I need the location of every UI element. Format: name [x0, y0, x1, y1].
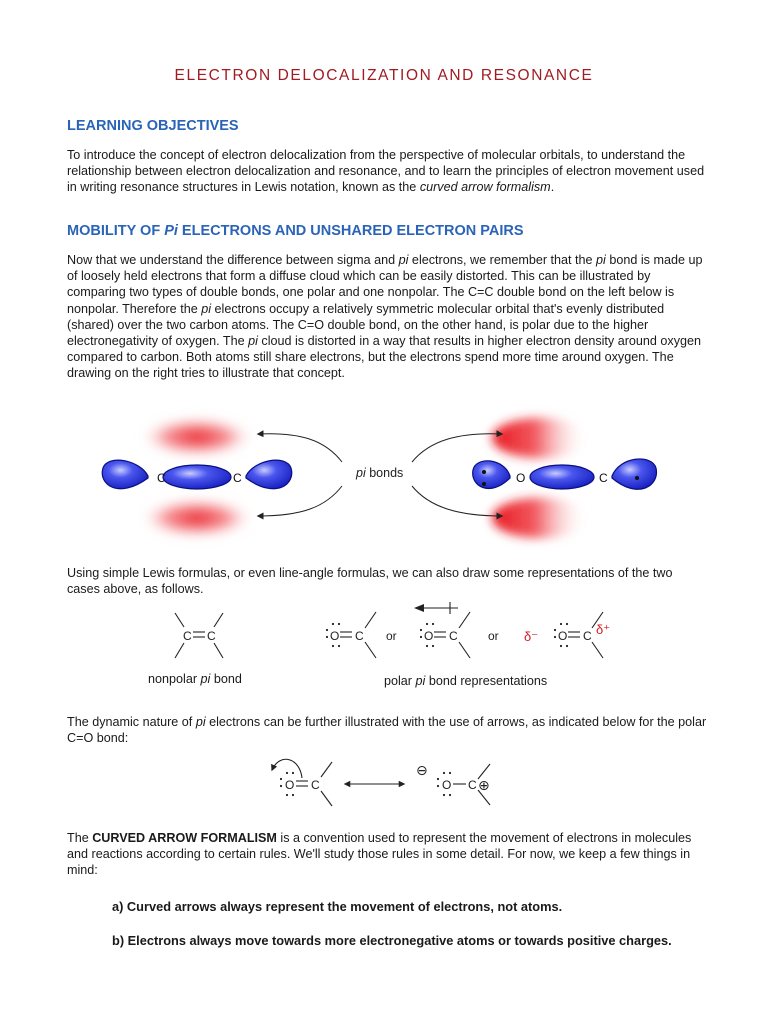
atom-label-c: C — [207, 629, 216, 643]
resonance-figure — [0, 745, 768, 815]
mobility-text: electrons occupy a relatively symmetric molecular orbital that's evenly distributed (shared) over the two carbon atoms. The C=O double bond, on the other hand, is polar due to the higher electronegativity of oxygen. The — [67, 301, 665, 349]
objectives-text-part: To introduce the concept of electron delocalization from the perspective of molecular orbitals, to understand the relationship between electron delocalization and resonance, and to learn the principles of electron movement used in writing resonance structures in Lewis notation, known as the — [67, 148, 705, 195]
atom-label-o: O — [424, 629, 434, 643]
or-label: or — [386, 629, 397, 643]
atom-label-c: C — [183, 629, 192, 643]
lone-pair-lobe-icon — [612, 459, 656, 489]
lewis-intro-text: Using simple Lewis formulas, or even line-angle formulas, we can also draw some representations of the two cases above, as follows. — [67, 566, 673, 597]
distorted-pi-cloud-bottom — [492, 498, 588, 538]
sp2-lobe-icon — [102, 460, 148, 489]
nonpolar-pi-bond-caption: nonpolar pi bond — [148, 672, 242, 686]
polar-orbital-drawing — [473, 418, 657, 538]
mobility-heading-end: ELECTRONS AND UNSHARED ELECTRON PAIRS — [177, 223, 524, 239]
sp2-lobe-icon — [246, 460, 292, 489]
pi-term: pi — [248, 334, 258, 349]
arrow-to-right-cloud-top — [412, 434, 502, 462]
atom-label-c: C — [583, 629, 592, 643]
negative-charge-icon: ⊖ — [416, 762, 428, 778]
pi-cloud-top — [139, 415, 255, 459]
pi-cloud-bottom — [139, 496, 255, 540]
atom-label-o: O — [516, 471, 526, 485]
dynamic-nature-text: The dynamic nature of pi electrons can be further illustrated with the use of arrows, as indicated below for the polar C=O bond: — [67, 715, 707, 746]
arrow-to-right-cloud-bottom — [412, 486, 502, 516]
rule-b: b) Electrons always move towards more electronegative atoms or towards positive charges. — [112, 933, 672, 948]
mobility-text: bond is made up of loosely held electrons that form a diffuse cloud which can be easily distorted. This can be illustrated by comparing two types of double bonds, one polar and one nonpolar. The C=C double bond on the left below is nonpolar. Therefore the — [67, 253, 703, 316]
or-label: or — [488, 629, 499, 643]
atom-label-c: C — [449, 629, 458, 643]
atom-label-c: C — [599, 471, 608, 485]
mobility-text: cloud is distorted in a way that results in higher electron density around oxygen compared to carbon. Both atoms still share electrons, but the electrons spend more time around oxygen. The drawing on the right tries to illustrate that concept. — [67, 334, 702, 381]
curved-arrow-formalism-text: The CURVED ARROW FORMALISM is a convention used to represent the movement of electrons in molecules and reactions according to certain rules. We'll study those rules in some detail. For now, we keep a few things in mind: — [67, 831, 692, 878]
mobility-heading — [67, 223, 524, 239]
learning-objectives-heading: LEARNING OBJECTIVES — [67, 118, 239, 134]
mobility-paragraph — [67, 252, 707, 382]
pi-term: pi — [398, 253, 409, 267]
atom-label-c: C — [311, 778, 320, 792]
polar-pi-bond-caption: polar pi bond representations — [384, 674, 548, 688]
positive-charge-icon: ⊕ — [478, 777, 490, 793]
pi-orbital-figure — [0, 400, 768, 550]
page-title: ELECTRON DELOCALIZATION AND RESONANCE — [174, 67, 594, 84]
pi-term: pi — [596, 253, 606, 267]
objectives-text-end: . — [550, 180, 555, 195]
atom-label-c: C — [355, 629, 364, 643]
distorted-pi-cloud-top — [492, 418, 588, 458]
pi-bonds-label: pi bonds — [356, 466, 404, 480]
arrow-to-left-cloud-bottom — [258, 486, 342, 516]
atom-label-o: O — [330, 629, 340, 643]
dipole-arrow-icon — [414, 604, 424, 612]
mobility-text: Now that we understand the difference between sigma and — [67, 253, 399, 267]
atom-label-o: O — [285, 778, 295, 792]
pi-term: pi — [201, 301, 212, 316]
mobility-text: electrons, we remember that the — [408, 253, 597, 267]
delta-plus-label: δ⁺ — [596, 622, 611, 637]
curved-arrow-formalism-term: curved arrow formalism — [419, 180, 551, 195]
mobility-heading-pi: Pi — [164, 223, 178, 239]
delta-minus-label: δ⁻ — [524, 629, 539, 644]
mobility-heading-part: MOBILITY OF — [67, 223, 165, 239]
arrow-to-left-cloud-top — [258, 434, 342, 462]
rule-a: a) Curved arrows always represent the movement of electrons, not atoms. — [112, 899, 563, 914]
sigma-bond-lobe-icon — [163, 465, 231, 489]
atom-label-c: C — [468, 778, 477, 792]
atom-label-o: O — [442, 778, 452, 792]
lone-pair-lobe-icon — [473, 461, 510, 489]
atom-label-c: C — [233, 471, 242, 485]
atom-label-c: C — [157, 471, 166, 485]
learning-objectives-text — [67, 147, 707, 196]
sigma-bond-lobe-icon — [530, 465, 594, 489]
atom-label-o: O — [558, 629, 568, 643]
curved-arrow-icon — [272, 759, 302, 778]
